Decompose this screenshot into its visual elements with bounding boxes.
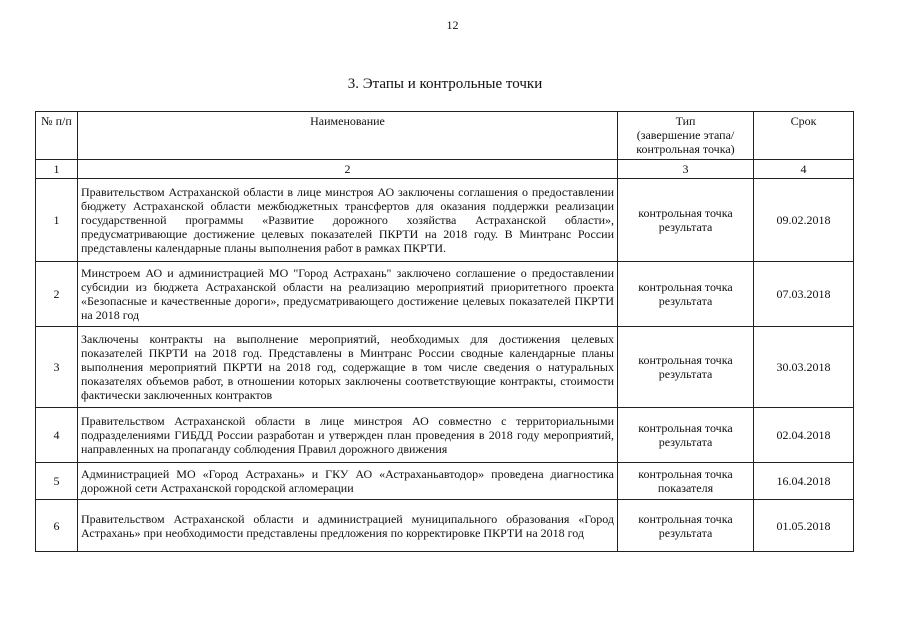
row-type: контрольная точка результата [618,408,754,463]
table-row [36,262,854,327]
row-name: Правительством Астраханской области в лице минстроя АО заключены соглашения о предоставлении бюджету Астраханской области межбюджетных трансфертов для оказания поддержки реализации государственной программы «Развитие дорожного хозяйства Астраханской области», предусматривающие достижение целевых показателей ПКРТИ на 2018 году. В Минтранс России представлены календарные планы выполнения работ в рамках ПКРТИ. [78,179,618,262]
header-type-line: контрольная точка) [636,142,735,156]
table-row [36,327,854,408]
row-type: контрольная точка результата [618,179,754,262]
row-num: 2 [36,262,78,327]
section-title: 3. Этапы и контрольные точки [347,76,543,92]
column-index: 3 [618,160,754,179]
row-type: контрольная точка результата [618,327,754,408]
row-type: контрольная точка результата [618,262,754,327]
row-num: 6 [36,500,78,552]
milestones-table [35,111,854,552]
row-deadline: 30.03.2018 [754,327,854,408]
row-deadline: 16.04.2018 [754,463,854,500]
header-type-line: (завершение этапа/ [636,128,735,142]
row-name: Заключены контракты на выполнение мероприятий, необходимых для достижения целевых показателей ПКРТИ на 2018 год. Представлены в Минтранс России сводные календарные планы выполнения мероприятий ПКРТИ на 2018 год, содержащие в том числе сведения о натуральных показателях объемов работ, в отношении которых заключены соответствующие контракты, стоимости фактически заключенных контрактов [78,327,618,408]
table-header-row [36,112,854,160]
column-index: 2 [78,160,618,179]
table-row [36,463,854,500]
row-deadline: 09.02.2018 [754,179,854,262]
column-index-row [36,160,854,179]
row-deadline: 01.05.2018 [754,500,854,552]
row-num: 5 [36,463,78,500]
row-name: Минстроем АО и администрацией МО "Город Астрахань" заключено соглашение о предоставлении субсидии из бюджета Астраханской области на реализацию мероприятий приоритетного проекта «Безопасные и качественные дороги», предусматривающего достижение целевых показателей ПКРТИ на 2018 год [78,262,618,327]
row-type: контрольная точка показателя [618,463,754,500]
header-deadline: Срок [754,112,854,160]
table-row [36,408,854,463]
row-name: Правительством Астраханской области и администрацией муниципального образования «Город Астрахань» при необходимости представлены предложения по корректировке ПКРТИ на 2018 год [78,500,618,552]
row-deadline: 02.04.2018 [754,408,854,463]
header-type-line: Тип [675,114,696,128]
column-index: 1 [36,160,78,179]
column-index: 4 [754,160,854,179]
row-name: Администрацией МО «Город Астрахань» и ГКУ АО «Астраханьавтодор» проведена диагностика дорожной сети Астраханской городской агломерации [78,463,618,500]
row-num: 4 [36,408,78,463]
row-num: 3 [36,327,78,408]
page-number: 12 [446,18,459,32]
header-type [618,112,754,160]
table-row [36,500,854,552]
row-name: Правительством Астраханской области в лице минстроя АО совместно с территориальными подразделениями ГИБДД России разработан и утвержден план проведения в 2018 году мероприятий, направленных на пропаганду соблюдения Правил дорожного движения [78,408,618,463]
row-type: контрольная точка результата [618,500,754,552]
row-num: 1 [36,179,78,262]
table-row [36,179,854,262]
header-num: № п/п [36,112,78,160]
header-name: Наименование [78,112,618,160]
row-deadline: 07.03.2018 [754,262,854,327]
